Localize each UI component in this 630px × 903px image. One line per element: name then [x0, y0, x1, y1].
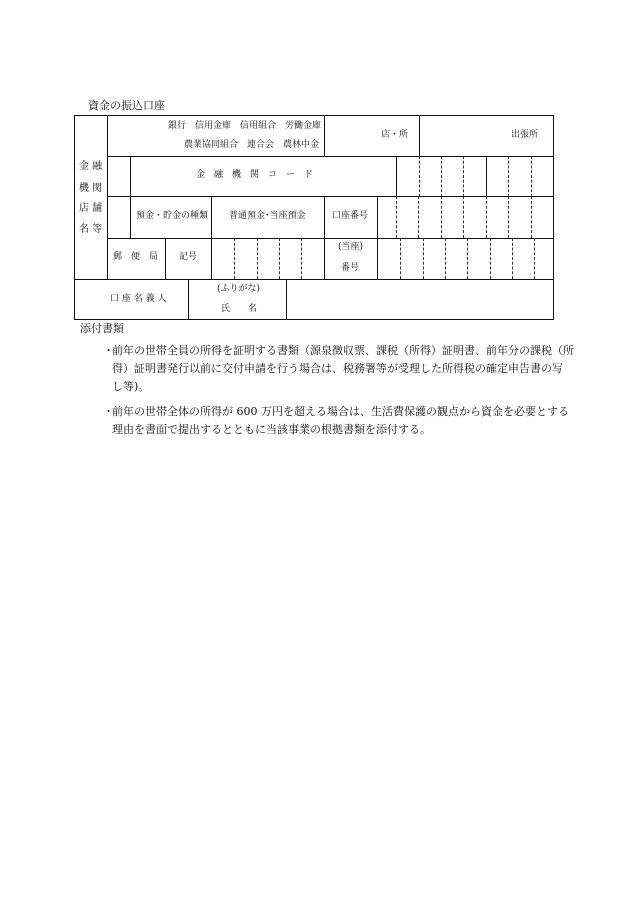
attachment-item-2-line1: 前年の世帯全体の所得が 600 万円を超える場合は、生活費保護の観点から資金を必要とする	[112, 405, 569, 418]
number-label-top: (当座)	[338, 242, 364, 252]
post-office-label: 郵 便 局	[113, 252, 159, 262]
section-heading: 資金の振込口座	[88, 99, 165, 112]
furigana-label: (ふりがな)	[217, 284, 261, 294]
branch-types: 店・所	[381, 130, 409, 140]
account-number-label: 口座番号	[332, 211, 369, 221]
attachment-item-1-line1: 前年の世帯全員の所得を証明する書類（源泉徴収票、課税（所得）証明書、前年分の課税（所	[112, 344, 574, 357]
institution-label-line2: 機 関	[79, 183, 103, 194]
attachment-item-1-line2: 得）証明書発行以前に交付申請を行う場合は、税務署等が受理した所得税の確定申告書の写	[112, 362, 563, 375]
institution-code-label: 金 融 機 関 コ ー ド	[196, 170, 314, 180]
bullet-1: ・	[103, 344, 114, 357]
deposit-type-value: 普通預金･当座預金	[229, 211, 306, 221]
bank-types-line1: 銀行 信用金庫 信用組合 労働金庫	[168, 121, 322, 131]
name-label: 氏 名	[221, 304, 258, 314]
attachment-item-2-line2: 理由を書面で提出するとともに当該事業の根拠書類を添付する。	[112, 423, 431, 436]
attachment-item-1-line3: し等)。	[112, 380, 150, 393]
account-holder-label: 口 座 名 義 人	[110, 294, 167, 304]
deposit-type-label: 預金・貯金の種類	[136, 211, 209, 221]
institution-label-line3: 店 舗	[79, 203, 103, 214]
bank-types-line2: 農業協同組合 連合会 農林中金	[184, 140, 320, 150]
sub-office-label: 出張所	[511, 130, 539, 140]
symbol-label: 記号	[179, 252, 198, 262]
bullet-2: ・	[103, 405, 114, 418]
number-label-bottom: 番号	[341, 263, 360, 273]
institution-label-line4: 名 等	[79, 224, 103, 235]
attachments-title: 添付書類	[80, 322, 124, 335]
institution-label-line1: 金 融	[79, 161, 103, 172]
